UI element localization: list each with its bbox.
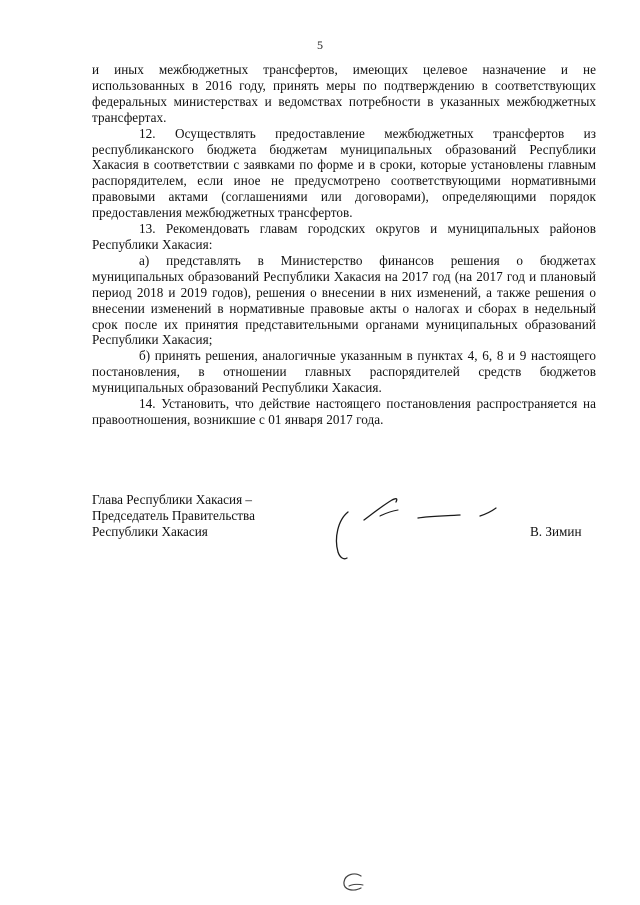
signatory-title-line-3: Республики Хакасия [92, 524, 208, 539]
page-mark-icon [335, 868, 375, 898]
handwritten-signature [320, 486, 520, 576]
signatory-title-line-2: Председатель Правительства [92, 508, 255, 523]
paragraph-13a: а) представлять в Министерство финансов решения о бюджетах муниципальных образований Республики Хакасия на 2017 год (на 2017 год и плановый период 2018 и 2019 годов), решения о внесении в них изменений, а также решения о внесении изменений в нормативные правовые акты о налогах и сборах в недельный срок после их принятия представительными органами муниципальных образований Республики Хакасия; [92, 252, 596, 348]
paragraph-12: 12. Осуществлять предоставление межбюджетных трансфертов из республиканского бюджета бюджетам муниципальных образований Республики Хакасия в соответствии с заявками по форме и в сроки, которые установлены главным распорядителем, если иное не предусмотрено соответствующими нормативными правовыми актами (соглашениями или договорами), определяющими порядок предоставления межбюджетных трансфертов. [92, 125, 596, 221]
paragraph-continuation: и иных межбюджетных трансфертов, имеющих целевое назначение и не использованных в 2016 году, принять меры по подтверждению в соответствующих федеральных министерствах и ведомствах потребности в указанных межбюджетных трансфертах. [92, 62, 596, 125]
paragraph-13b: б) принять решения, аналогичные указанным в пунктах 4, 6, 8 и 9 настоящего постановления, в отношении главных распорядителей средств бюджетов муниципальных образований Республики Хакасия. [92, 348, 596, 396]
signatory-title [92, 492, 255, 540]
paragraph-13: 13. Рекомендовать главам городских округов и муниципальных районов Республики Хакасия: [92, 221, 596, 252]
document-body [92, 62, 596, 428]
paragraph-14: 14. Установить, что действие настоящего постановления распространяется на правоотношения, возникшие с 01 января 2017 года. [92, 396, 596, 427]
signatory-title-line-1: Глава Республики Хакасия – [92, 492, 253, 507]
page-number: 5 [317, 38, 323, 52]
signer-name: В. Зимин [530, 524, 582, 539]
